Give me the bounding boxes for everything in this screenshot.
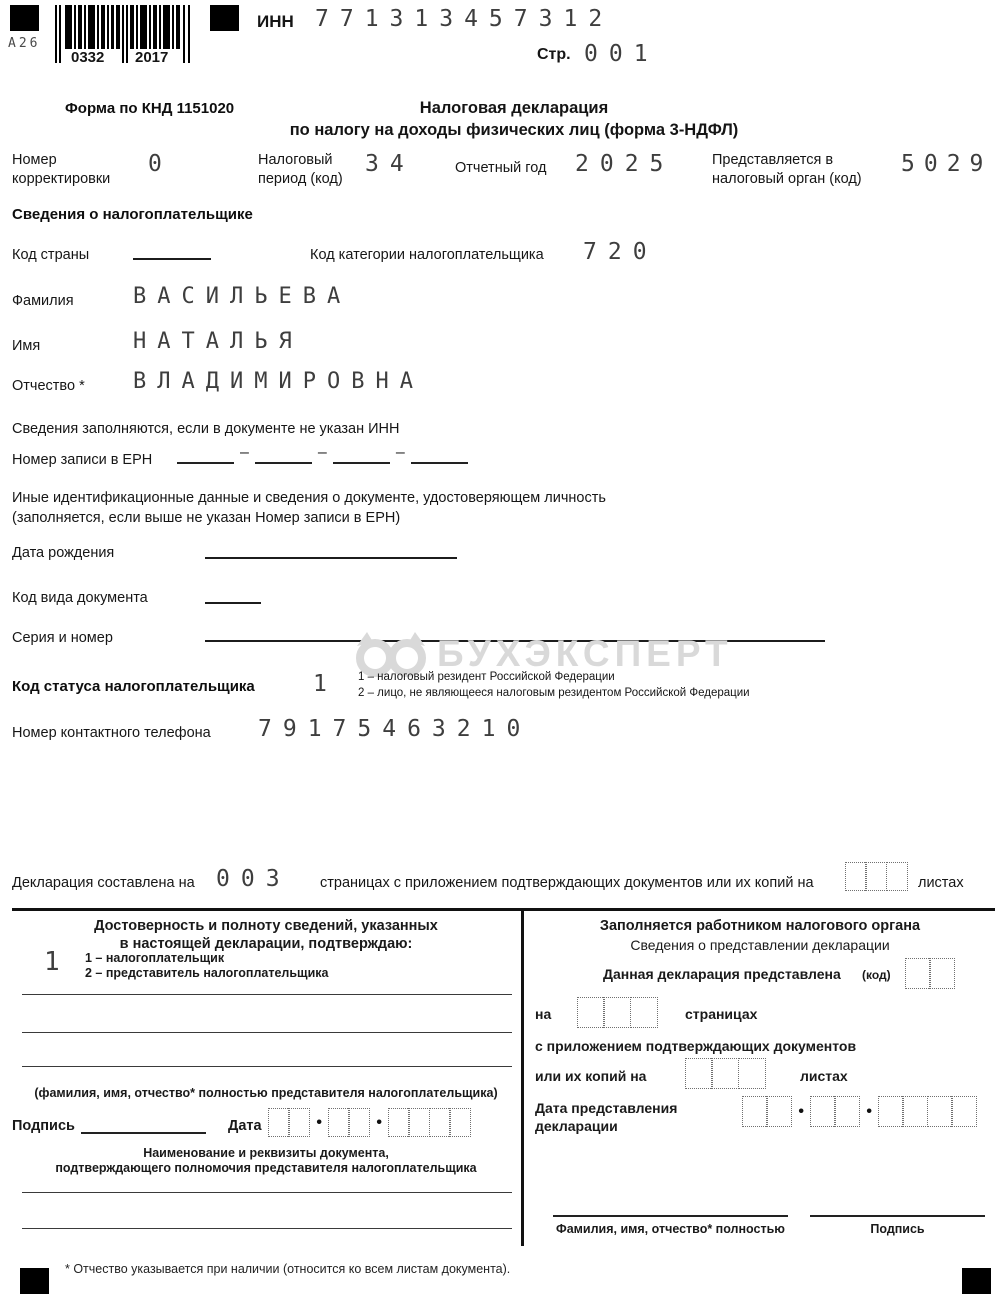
pages-count-value: 003: [216, 866, 291, 892]
confirm-blank-line-3: [22, 1056, 512, 1067]
tax-period-value: 34: [365, 151, 415, 177]
date-dot: •: [866, 1103, 873, 1120]
date-dot: •: [376, 1114, 383, 1131]
dotted-cell: [429, 1108, 451, 1137]
dotted-cell: [951, 1096, 977, 1127]
official-sign-blank-line: [810, 1205, 985, 1217]
report-year-value: 2025: [575, 151, 675, 177]
official-pages-label: страницах: [685, 1006, 758, 1022]
confirm-legend-line1: 1 – налогоплательщик: [85, 951, 225, 965]
confirm-blank-line-4: [22, 1182, 512, 1193]
contact-phone-value: 79175463210: [258, 716, 532, 742]
anchor-square-top-left: [10, 5, 39, 31]
dotted-cell: [268, 1108, 290, 1137]
footnote: * Отчество указывается при наличии (относится ко всем листам документа).: [65, 1262, 511, 1276]
dotted-cell: [603, 997, 631, 1028]
confirm-title-line1: Достоверность и полноту сведений, указанных: [94, 918, 438, 934]
official-sheets-label: листах: [800, 1068, 848, 1084]
anchor-square-top-mid: [210, 5, 239, 31]
correction-number-value: 0: [148, 151, 173, 177]
dotted-cell: [348, 1108, 370, 1137]
inn-value: 771313457312: [315, 6, 614, 32]
form-title-line2: по налогу на доходы физических лиц (форма 3-НДФЛ): [289, 121, 739, 139]
taxpayer-category-value: 720: [583, 239, 658, 265]
submission-date-boxes: [742, 1096, 977, 1127]
knd-form-code: Форма по КНД 1151020: [65, 100, 235, 117]
anchor-square-bottom-right: [962, 1268, 991, 1294]
form-corner-code: А26: [8, 36, 41, 51]
country-code-blank: [133, 246, 211, 260]
inn-label: ИНН: [257, 12, 294, 31]
pages-row-middle: страницах с приложением подтверждающих документов или их копий на: [320, 875, 814, 891]
other-id-data-line1: Иные идентификационные данные и сведения о документе, удостоверяющем личность: [12, 490, 606, 506]
dotted-cell: [834, 1096, 860, 1127]
signature-blank-line: [81, 1120, 206, 1134]
dotted-cell: [810, 1096, 836, 1127]
dotted-cell: [845, 862, 867, 891]
confirm-blank-line-2: [22, 1022, 512, 1033]
submission-date-label-line1: Дата представления: [535, 1100, 678, 1116]
taxpayer-category-label: Код категории налогоплательщика: [310, 247, 544, 263]
firstname-value: НАТАЛЬЯ: [133, 329, 303, 354]
patronymic-value: ВЛАДИМИРОВНА: [133, 369, 424, 394]
birth-date-blank: [205, 545, 457, 559]
surname-label: Фамилия: [12, 293, 74, 309]
dotted-cell: [766, 1096, 792, 1127]
ern-dash: –: [240, 444, 249, 461]
contact-phone-label: Номер контактного телефона: [12, 725, 211, 741]
ern-segment-blank: [177, 450, 234, 464]
submitted-code-label: (код): [862, 968, 891, 982]
dotted-cell: [630, 997, 658, 1028]
dotted-cell: [408, 1108, 430, 1137]
official-sign-label: Подпись: [870, 1222, 925, 1236]
date-dot: •: [798, 1103, 805, 1120]
on-label: на: [535, 1006, 552, 1022]
signature-label: Подпись: [12, 1118, 75, 1134]
tax-period-label: Налоговый период (код): [258, 152, 343, 187]
ern-segment-blank: [333, 450, 390, 464]
date-dot: •: [316, 1114, 323, 1131]
surname-value: ВАСИЛЬЕВА: [133, 284, 352, 309]
dotted-cell: [685, 1058, 713, 1089]
report-year-label: Отчетный год: [455, 160, 547, 176]
confirm-title-line2: в настоящей декларации, подтверждаю:: [119, 936, 413, 952]
patronymic-label: Отчество *: [12, 378, 85, 394]
official-sheets-box: [685, 1058, 766, 1089]
dotted-cell: [929, 958, 955, 989]
status-legend-line1: 1 – налоговый резидент Российской Федерации: [358, 671, 615, 683]
official-copies-label: или их копий на: [535, 1068, 647, 1084]
ern-dash: –: [317, 444, 327, 461]
pages-row-suffix: листах: [918, 875, 964, 891]
pages-row-prefix: Декларация составлена на: [12, 875, 195, 891]
dotted-cell: [865, 862, 887, 891]
dotted-cell: [878, 1096, 904, 1127]
official-title: Заполняется работником налогового органа: [599, 918, 921, 934]
confirm-date-boxes: [268, 1108, 471, 1137]
ern-dash: –: [395, 444, 405, 461]
dotted-cell: [288, 1108, 310, 1137]
dotted-cell: [577, 997, 605, 1028]
tax-authority-label: Представляется в налоговый орган (код): [712, 152, 862, 187]
confirm-fio-note: (фамилия, имя, отчество* полностью представителя налогоплательщика): [34, 1086, 498, 1100]
dotted-cell: [905, 958, 931, 989]
form-title-line1: Налоговая декларация: [419, 99, 609, 117]
series-number-label: Серия и номер: [12, 630, 113, 646]
doc-type-code-label: Код вида документа: [12, 590, 148, 606]
confirm-doc-note-line1: Наименование и реквизиты документа,: [143, 1146, 389, 1160]
bottom-block-divider: [521, 908, 524, 1246]
page-number-label: Стр.: [537, 46, 571, 63]
ern-record-label: Номер записи в ЕРН: [12, 452, 153, 468]
other-id-data-line2: (заполняется, если выше не указан Номер записи в ЕРН): [12, 510, 401, 526]
taxpayer-status-value: 1: [313, 671, 338, 697]
dotted-cell: [388, 1108, 410, 1137]
watermark-text: БУХЭКСПЕРТ: [437, 633, 733, 674]
official-fio-label: Фамилия, имя, отчество* полностью: [556, 1222, 785, 1236]
no-inn-note: Сведения заполняются, если в документе не указан ИНН: [12, 421, 400, 437]
birth-date-label: Дата рождения: [12, 545, 115, 561]
barcode-digits-right: 2017: [135, 49, 169, 66]
firstname-label: Имя: [12, 338, 41, 354]
ern-segment-blank: [411, 450, 468, 464]
confirm-blank-line-1: [22, 984, 512, 995]
dotted-cell: [886, 862, 908, 891]
official-pages-box: [577, 997, 658, 1028]
dotted-cell: [902, 1096, 928, 1127]
official-attach-label: с приложением подтверждающих документов: [535, 1038, 857, 1054]
dotted-cell: [742, 1096, 768, 1127]
dotted-cell: [711, 1058, 739, 1089]
barcode: [55, 5, 191, 67]
confirm-legend-line2: 2 – представитель налогоплательщика: [85, 966, 329, 980]
dotted-cell: [328, 1108, 350, 1137]
status-legend-line2: 2 – лицо, не являющееся налоговым резидентом Российской Федерации: [358, 687, 750, 699]
taxpayer-status-label: Код статуса налогоплательщика: [12, 678, 255, 695]
date-label: Дата: [228, 1118, 262, 1134]
declaration-submitted-label: Данная декларация представлена: [603, 966, 841, 982]
ern-segment-blank: [255, 450, 312, 464]
attachment-sheets-box: [845, 862, 908, 891]
correction-number-label: Номер корректировки: [12, 152, 111, 187]
official-subtitle: Сведения о представлении декларации: [630, 937, 890, 953]
submitted-code-box: [905, 958, 955, 989]
barcode-digits-left: 0332: [71, 49, 105, 66]
dotted-cell: [927, 1096, 953, 1127]
confirm-status-value: 1: [44, 947, 71, 977]
anchor-square-bottom-left: [20, 1268, 49, 1294]
page-number-value: 001: [584, 41, 659, 67]
dotted-cell: [738, 1058, 766, 1089]
bottom-block-top-border: [12, 908, 995, 911]
country-code-label: Код страны: [12, 247, 90, 263]
doc-type-code-blank: [205, 590, 261, 604]
taxpayer-section-title: Сведения о налогоплательщике: [12, 206, 253, 223]
submission-date-label-line2: декларации: [535, 1118, 618, 1134]
dotted-cell: [449, 1108, 471, 1137]
tax-authority-value: 5029: [901, 151, 993, 177]
ern-record-blanks: [177, 446, 468, 464]
confirm-doc-note-line2: подтверждающего полномочия представителя налогоплательщика: [55, 1161, 477, 1175]
official-fio-blank-line: [553, 1205, 788, 1217]
confirm-blank-line-5: [22, 1218, 512, 1229]
